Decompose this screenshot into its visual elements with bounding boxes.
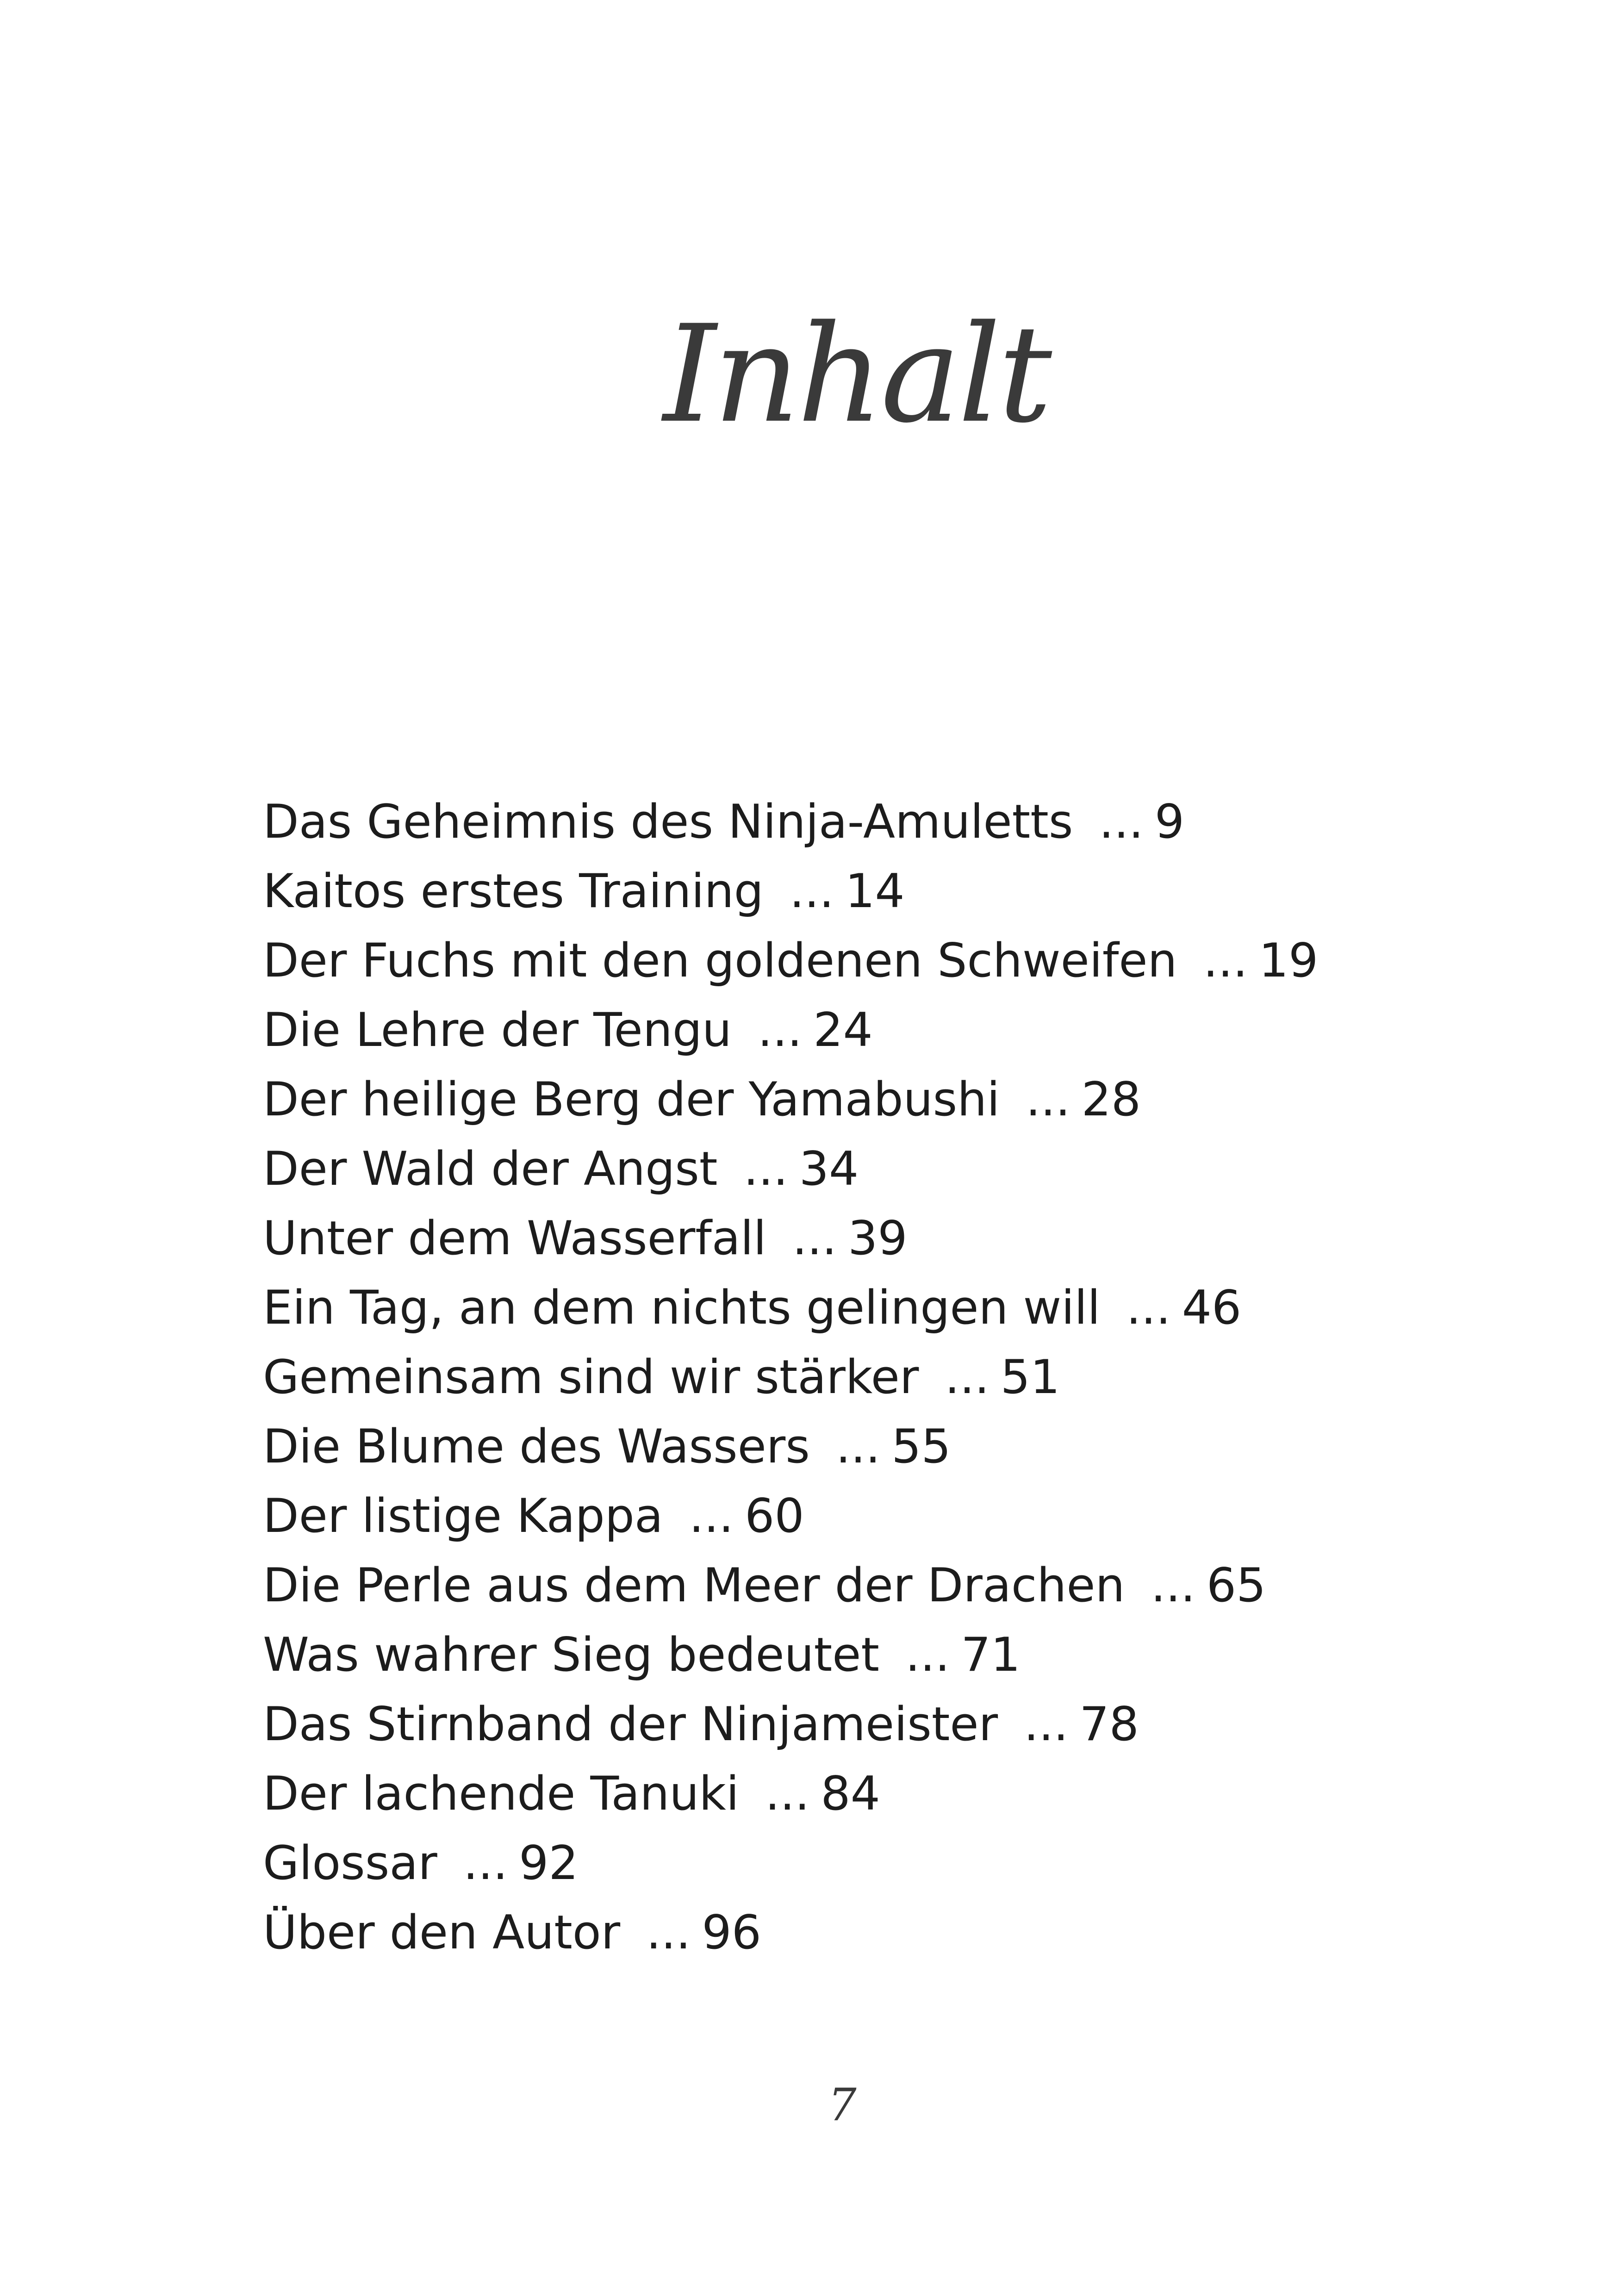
- toc-entry: [263, 787, 1420, 856]
- toc-entry-page: 39: [848, 1211, 908, 1265]
- table-of-contents: [263, 787, 1420, 1967]
- toc-entry-title: Der listige Kappa: [263, 1488, 663, 1543]
- toc-entry-page: 96: [702, 1905, 762, 1960]
- toc-entry-page: 55: [891, 1419, 951, 1474]
- toc-entry-title: Gemeinsam sind wir stärker: [263, 1350, 919, 1404]
- toc-entry-page: 51: [1000, 1350, 1060, 1404]
- toc-entry-leader: ...: [1024, 1697, 1069, 1751]
- toc-entry-title: Das Stirnband der Ninjameister: [263, 1697, 998, 1751]
- toc-entry-title: Glossar: [263, 1836, 437, 1890]
- toc-entry-leader: ...: [1026, 1072, 1070, 1126]
- toc-entry-page: 71: [961, 1627, 1021, 1682]
- toc-entry-page: 60: [745, 1488, 804, 1543]
- toc-entry: [263, 1134, 1420, 1203]
- toc-entry-title: Ein Tag, an dem nichts gelingen will: [263, 1280, 1101, 1335]
- toc-entry: [263, 1273, 1420, 1342]
- toc-entry-leader: ...: [689, 1488, 734, 1543]
- toc-entry-leader: ...: [945, 1350, 989, 1404]
- toc-entry-page: 46: [1182, 1280, 1242, 1335]
- toc-entry: [263, 1550, 1420, 1620]
- toc-entry: [263, 1759, 1420, 1828]
- toc-entry: [263, 1412, 1420, 1481]
- toc-entry-leader: ...: [1203, 933, 1248, 988]
- toc-entry-leader: ...: [1099, 794, 1144, 849]
- toc-entry-leader: ...: [1126, 1280, 1171, 1335]
- toc-entry-leader: ...: [1151, 1558, 1195, 1612]
- toc-entry: [263, 1342, 1420, 1412]
- toc-entry: [263, 1828, 1420, 1898]
- toc-entry-page: 24: [813, 1002, 873, 1057]
- toc-entry-title: Der heilige Berg der Yamabushi: [263, 1072, 1000, 1126]
- page-heading: Inhalt: [663, 297, 1050, 453]
- toc-entry: [263, 1689, 1420, 1759]
- toc-entry-page: 78: [1079, 1697, 1139, 1751]
- toc-entry-leader: ...: [789, 864, 834, 918]
- toc-entry-title: Kaitos erstes Training: [263, 864, 764, 918]
- toc-entry-title: Der Fuchs mit den goldenen Schweifen: [263, 933, 1177, 988]
- toc-entry-title: Unter dem Wasserfall: [263, 1211, 766, 1265]
- page-number: 7: [828, 2079, 857, 2131]
- toc-entry-page: 19: [1258, 933, 1319, 988]
- toc-entry-page: 9: [1154, 794, 1185, 849]
- toc-entry-leader: ...: [463, 1836, 508, 1890]
- toc-entry-title: Was wahrer Sieg bedeutet: [263, 1627, 879, 1682]
- toc-entry: [263, 1481, 1420, 1550]
- toc-entry-leader: ...: [743, 1141, 788, 1196]
- toc-entry-title: Die Blume des Wassers: [263, 1419, 810, 1474]
- toc-entry-page: 34: [799, 1141, 859, 1196]
- toc-entry-leader: ...: [835, 1419, 881, 1474]
- toc-entry-page: 28: [1081, 1072, 1141, 1126]
- toc-entry-title: Die Perle aus dem Meer der Drachen: [263, 1558, 1125, 1612]
- toc-entry-title: Über den Autor: [263, 1905, 621, 1960]
- toc-entry-leader: ...: [757, 1002, 803, 1057]
- toc-entry: [263, 1898, 1420, 1967]
- toc-entry-page: 84: [821, 1766, 880, 1821]
- toc-entry-leader: ...: [646, 1905, 691, 1960]
- toc-entry: [263, 1203, 1420, 1273]
- toc-entry: [263, 995, 1420, 1064]
- toc-entry-title: Die Lehre der Tengu: [263, 1002, 732, 1057]
- toc-entry-title: Der Wald der Angst: [263, 1141, 718, 1196]
- toc-entry: [263, 926, 1420, 995]
- toc-entry: [263, 856, 1420, 926]
- toc-entry-title: Der lachende Tanuki: [263, 1766, 739, 1821]
- toc-entry-title: Das Geheimnis des Ninja-Amuletts: [263, 794, 1073, 849]
- toc-entry-leader: ...: [905, 1627, 950, 1682]
- toc-entry: [263, 1620, 1420, 1689]
- toc-entry-leader: ...: [792, 1211, 837, 1265]
- toc-entry-page: 92: [519, 1836, 579, 1890]
- toc-entry-leader: ...: [765, 1766, 810, 1821]
- toc-entry-page: 65: [1206, 1558, 1266, 1612]
- toc-entry-page: 14: [845, 864, 905, 918]
- toc-entry: [263, 1064, 1420, 1134]
